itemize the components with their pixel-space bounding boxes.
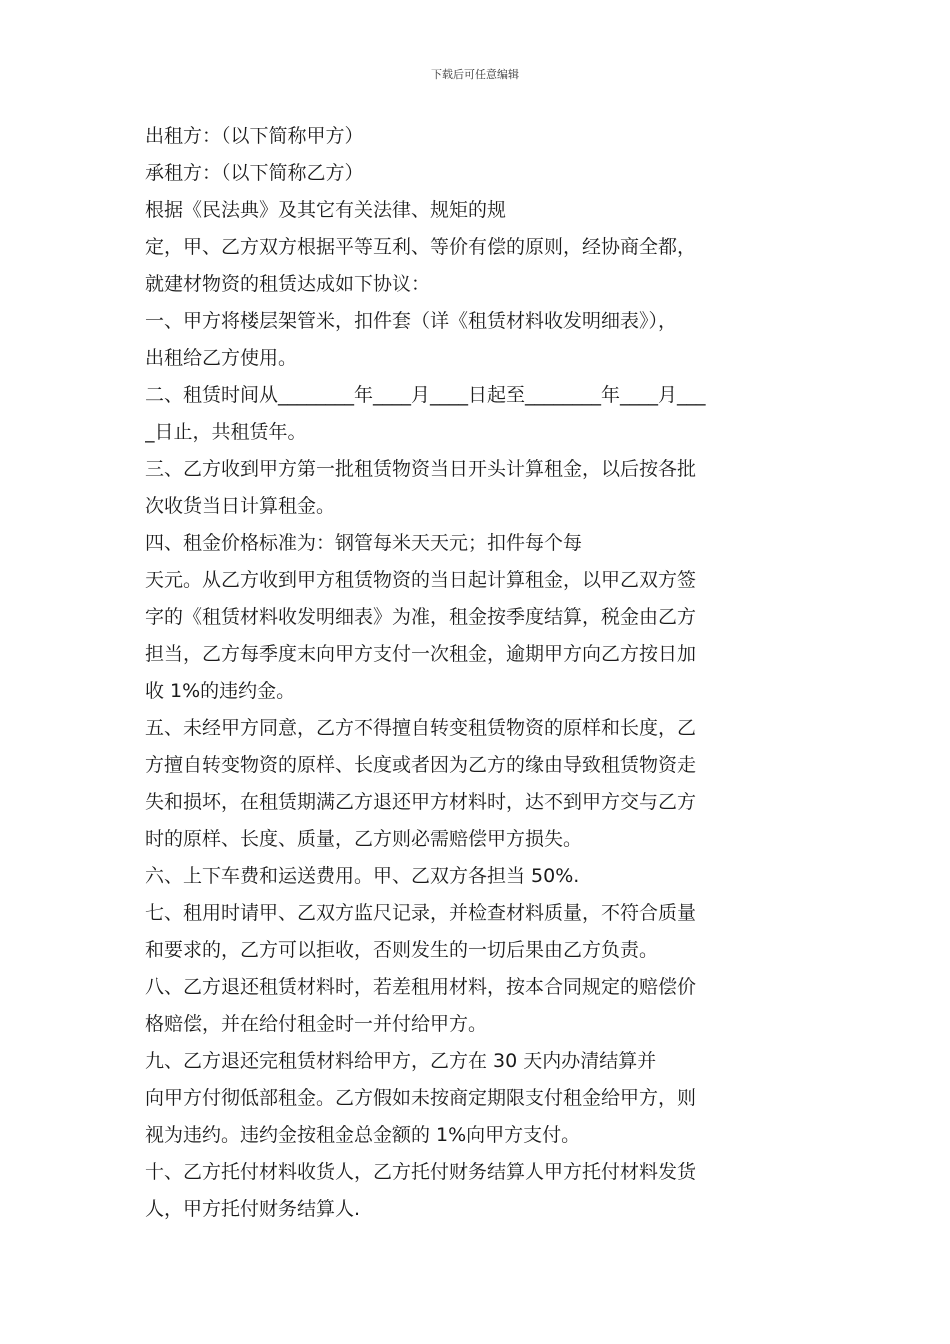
clause-4: 字的《租赁材料收发明细表》为准，租金按季度结算，税金由乙方 xyxy=(145,606,697,628)
clause-9: 九、乙方退还完租赁材料给甲方，乙方在 30 天内办清结算并 xyxy=(145,1050,657,1072)
clause-4: 天元。从乙方收到甲方租赁物资的当日起计算租金，以甲乙双方签 xyxy=(145,569,697,591)
clause-5: 五、未经甲方同意，乙方不得擅自转变租赁物资的原样和长度，乙 xyxy=(145,717,697,739)
clause-3: 三、乙方收到甲方第一批租赁物资当日开头计算租金，以后按各批 xyxy=(145,458,697,480)
clause-2: _日止，共租赁年。 xyxy=(145,421,307,443)
line-lessee: 承租方：（以下简称乙方） xyxy=(145,162,364,184)
clause-8: 格赔偿，并在给付租金时一并付给甲方。 xyxy=(145,1013,488,1035)
clause-6: 六、上下车费和运送费用。甲、乙双方各担当 50%. xyxy=(145,865,580,887)
line-preamble: 定，甲、乙方双方根据平等互利、等价有偿的原则，经协商全都， xyxy=(145,236,697,258)
clause-5: 时的原样、长度、质量，乙方则必需赔偿甲方损失。 xyxy=(145,828,583,850)
clause-7: 七、租用时请甲、乙双方监尺记录，并检查材料质量，不符合质量 xyxy=(145,902,697,924)
clause-5: 方擅自转变物资的原样、长度或者因为乙方的缘由导致租赁物资走 xyxy=(145,754,697,776)
clause-8: 八、乙方退还租赁材料时，若差租用材料，按本合同规定的赔偿价 xyxy=(145,976,697,998)
clause-1: 出租给乙方使用。 xyxy=(145,347,298,369)
header-note: 下载后可任意编辑 xyxy=(431,68,519,81)
clause-1: 一、甲方将楼层架管米，扣件套（详《租赁材料收发明细表》）， xyxy=(145,310,678,332)
clause-7: 和要求的，乙方可以拒收，否则发生的一切后果由乙方负责。 xyxy=(145,939,659,961)
clause-9: 向甲方付彻低部租金。乙方假如未按商定期限支付租金给甲方，则 xyxy=(145,1087,697,1109)
clause-5: 失和损坏，在租赁期满乙方退还甲方材料时，达不到甲方交与乙方 xyxy=(145,791,697,813)
contract-body xyxy=(145,118,815,1228)
line-preamble: 就建材物资的租赁达成如下协议： xyxy=(145,273,431,295)
line-lessor: 出租方：（以下简称甲方） xyxy=(145,125,364,147)
line-preamble: 根据《民法典》及其它有关法律、规矩的规 xyxy=(145,199,507,221)
clause-4: 四、租金价格标准为：钢管每米天天元；扣件每个每 xyxy=(145,532,583,554)
clause-4: 收 1%的违约金。 xyxy=(145,680,296,702)
clause-2: 二、租赁时间从________年____月____日起至________年____月___ xyxy=(145,384,706,406)
clause-10: 人，甲方托付财务结算人. xyxy=(145,1198,361,1220)
clause-3: 次收货当日计算租金。 xyxy=(145,495,336,517)
clause-4: 担当，乙方每季度末向甲方支付一次租金，逾期甲方向乙方按日加 xyxy=(145,643,697,665)
clause-9: 视为违约。违约金按租金总金额的 1%向甲方支付。 xyxy=(145,1124,581,1146)
clause-10: 十、乙方托付材料收货人，乙方托付财务结算人甲方托付材料发货 xyxy=(145,1161,697,1183)
